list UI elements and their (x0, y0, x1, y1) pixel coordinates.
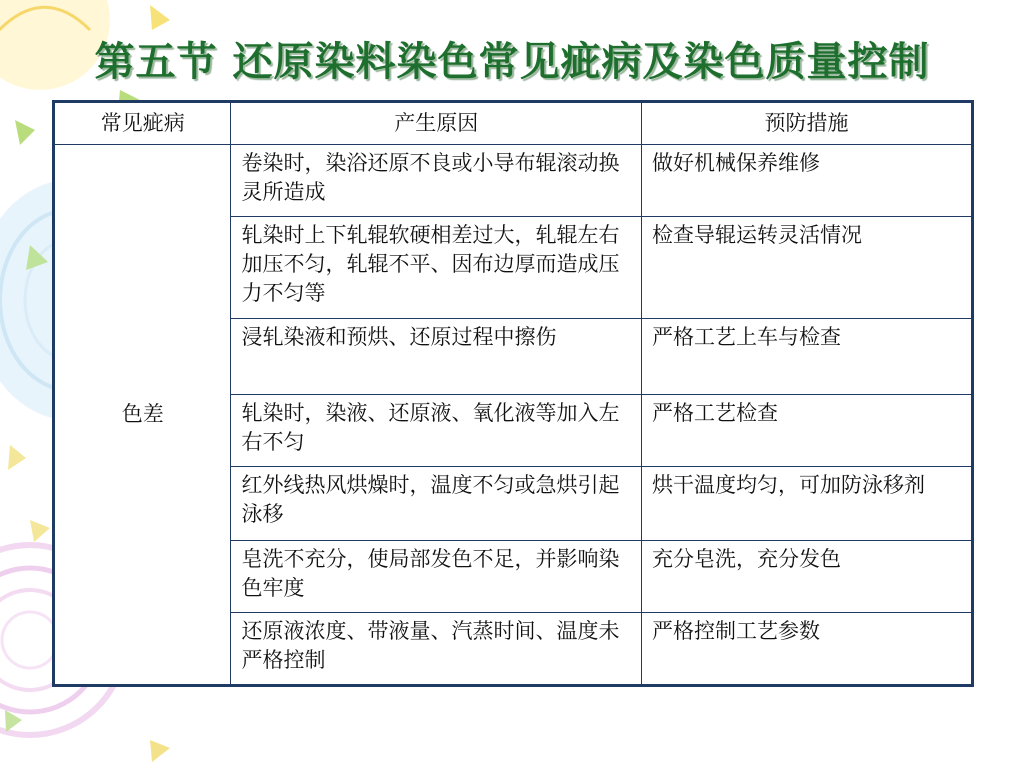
header-defect: 常见疵病 (54, 102, 231, 145)
prevention-cell: 检查导辊运转灵活情况 (642, 217, 973, 319)
cause-cell: 还原液浓度、带液量、汽蒸时间、温度未严格控制 (231, 613, 642, 686)
cause-cell: 红外线热风烘燥时，温度不匀或急烘引起泳移 (231, 467, 642, 541)
cause-cell: 卷染时，染浴还原不良或小导布辊滚动换灵所造成 (231, 145, 642, 217)
header-prevention: 预防措施 (642, 102, 973, 145)
prevention-cell: 严格工艺检查 (642, 395, 973, 467)
prevention-cell: 严格控制工艺参数 (642, 613, 973, 686)
slide-title: 第五节 还原染料染色常见疵病及染色质量控制 (94, 38, 930, 85)
prevention-cell: 做好机械保养维修 (642, 145, 973, 217)
cause-cell: 皂洗不充分，使局部发色不足，并影响染色牢度 (231, 541, 642, 613)
header-cause: 产生原因 (231, 102, 642, 145)
prevention-cell: 严格工艺上车与检查 (642, 319, 973, 395)
table-row (54, 145, 973, 217)
prevention-cell: 充分皂洗，充分发色 (642, 541, 973, 613)
cause-cell: 浸轧染液和预烘、还原过程中擦伤 (231, 319, 642, 395)
defect-name: 色差 (54, 145, 231, 686)
defect-table (52, 100, 974, 687)
cause-cell: 轧染时，染液、还原液、氧化液等加入左右不匀 (231, 395, 642, 467)
table-header-row (54, 102, 973, 145)
cause-cell: 轧染时上下轧辊软硬相差过大，轧辊左右加压不匀，轧辊不平、因布边厚而造成压力不匀等 (231, 217, 642, 319)
prevention-cell: 烘干温度均匀，可加防泳移剂 (642, 467, 973, 541)
